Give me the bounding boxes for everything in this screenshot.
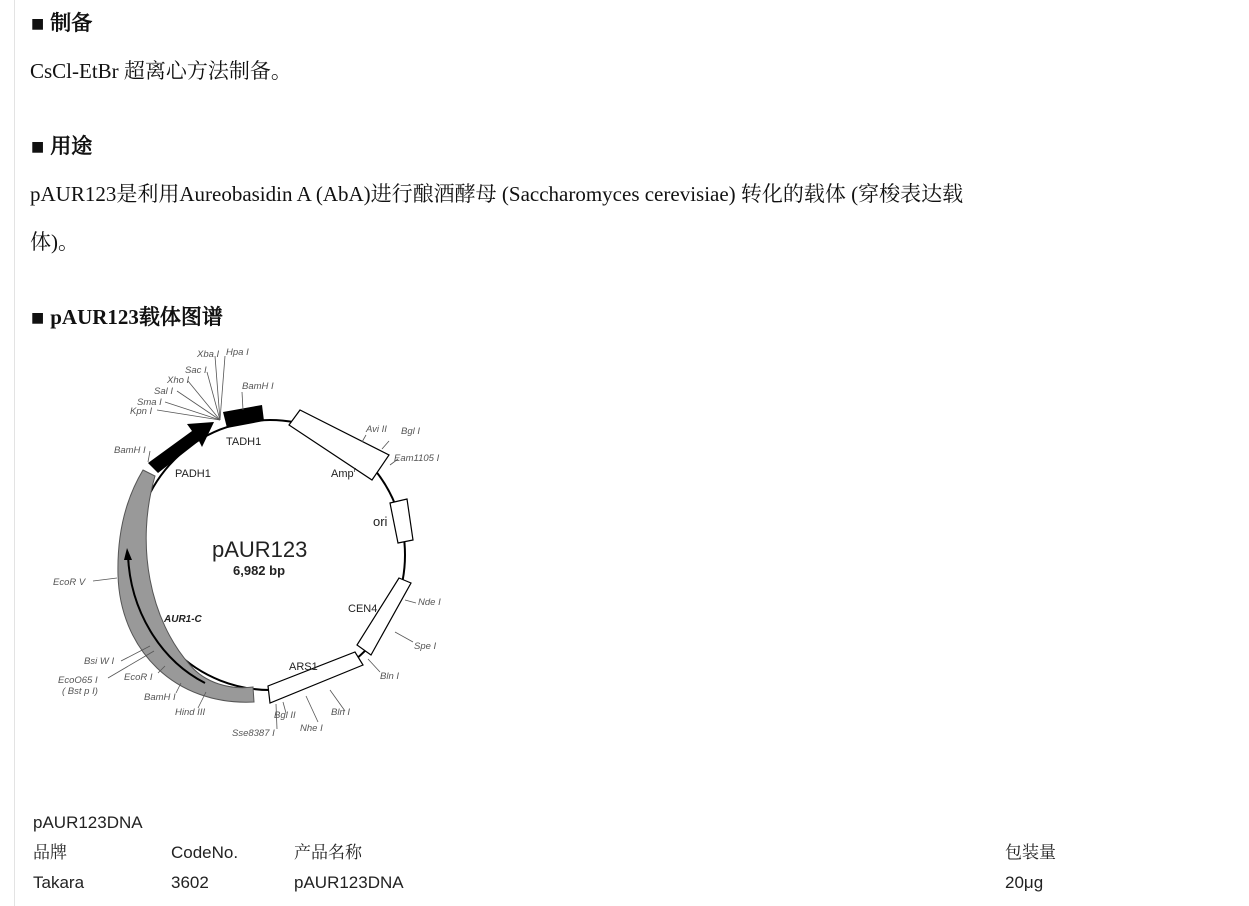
table-cell-code: 3602 [171,873,209,892]
site-bgl2: Bgl II [274,710,296,721]
table-cell-product: pAUR123DNA [294,873,404,892]
table-cell-brand: Takara [33,873,85,892]
site-eam: Eam1105 I [394,453,440,464]
ori-block [390,499,413,543]
site-sse: Sse8387 I [232,728,275,739]
site-bamh-top: BamH I [242,381,274,392]
site-nde: Nde I [418,597,441,608]
feature-ori: ori [373,514,388,529]
site-bln-right: Bln I [380,671,400,682]
plasmid-map [40,340,470,750]
feature-aur1c: AUR1-C [164,614,202,625]
plasmid-size: 6,982 bp [233,563,286,578]
table-header-size: 包装量 [1005,843,1056,862]
site-ecorv: EcoR V [53,577,86,588]
aur1c-block [118,470,254,702]
table-header-brand: 品牌 [33,843,67,862]
site-eco65: EcoO65 I [58,675,98,686]
feature-amp: Amp$^r$ [331,467,356,480]
usage-text-line2: 体)。 [30,230,79,254]
table-cell-size: 20μg [1005,873,1044,892]
heading-map: ■ pAUR123载体图谱 [31,305,223,329]
usage-text-line1: pAUR123是利用Aureobasidin A (AbA)进行酿酒酵母 (Saccharomyces cerevisiae) 转化的载体 (穿梭表达载 [30,182,964,206]
site-xba: Xba I [197,349,220,360]
site-nhe: Nhe I [300,723,323,734]
site-hpa: Hpa I [226,347,249,358]
site-sac: Sac I [185,365,207,376]
site-kpn: Kpn I [130,406,153,417]
heading-prep: ■ 制备 [31,11,93,35]
ars1-block [268,652,363,703]
site-bamh-bottom: BamH I [144,692,176,703]
site-xho: Xho I [167,375,190,386]
site-spe: Spe I [414,641,437,652]
prep-text: CsCl-EtBr 超离心方法制备。 [30,59,292,83]
feature-ars1: ARS1 [289,661,318,673]
plasmid-name: pAUR123 [212,537,308,562]
table-header-code: CodeNo. [171,843,239,862]
heading-usage-text: 用途 [50,134,93,158]
site-bamh-left: BamH I [114,445,146,456]
site-avi: Avi II [366,424,387,435]
heading-usage: ■ 用途 [31,134,93,158]
feature-padh1: PADH1 [175,468,211,480]
site-sal: Sal I [154,386,174,397]
site-ecor1: EcoR I [124,672,153,683]
tadh1-block [223,405,264,428]
cen4-block [357,578,411,655]
site-sma: Sma I [137,397,162,408]
site-bsiw: Bsi W I [84,656,115,667]
left-border [14,0,15,906]
site-bln-bottom: Bln I [331,707,351,718]
site-hind: Hind III [175,707,206,718]
feature-tadh1: TADH1 [226,436,262,448]
product-table-title: pAUR123DNA [33,813,143,832]
site-bgl: Bgl I [401,426,421,437]
table-header-product: 产品名称 [294,843,362,862]
feature-cen4: CEN4 [348,603,378,615]
heading-map-text: pAUR123载体图谱 [50,305,223,329]
site-bstp: ( Bst p I) [62,686,98,697]
heading-prep-text: 制备 [50,11,93,35]
padh1-arrow [148,422,214,473]
